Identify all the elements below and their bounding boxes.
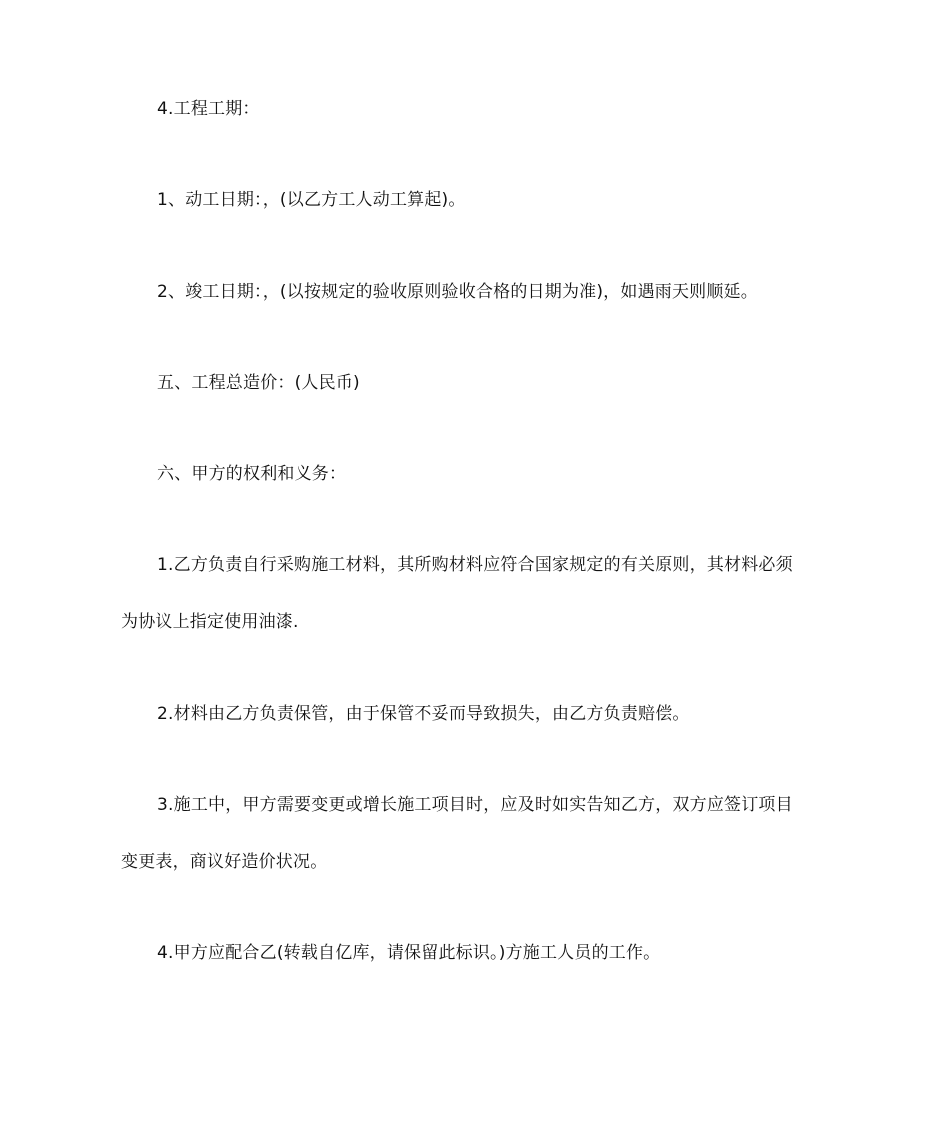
start-date-line: 1、动工日期：，(以乙方工人动工算起)。 — [157, 190, 466, 210]
section-5-total-cost: 五、工程总造价：(人民币) — [157, 373, 360, 393]
completion-date-line: 2、竣工日期：，(以按规定的验收原则验收合格的日期为准)，如遇雨天则顺延。 — [157, 282, 758, 302]
section-4-project-duration: 4.工程工期： — [157, 99, 260, 119]
clause-1-line-1: 1.乙方负责自行采购施工材料，其所购材料应符合国家规定的有关原则，其材料必须 — [157, 555, 793, 575]
clause-2: 2.材料由乙方负责保管，由于保管不妥而导致损失，由乙方负责赔偿。 — [157, 704, 690, 724]
clause-4: 4.甲方应配合乙(转载自亿库，请保留此标识。)方施工人员的工作。 — [157, 943, 661, 963]
clause-1-line-2: 为协议上指定使用油漆. — [121, 612, 299, 632]
clause-3-line-2: 变更表，商议好造价状况。 — [121, 852, 328, 872]
clause-3-line-1: 3.施工中，甲方需要变更或增长施工项目时，应及时如实告知乙方，双方应签订项目 — [157, 795, 793, 815]
section-6-party-a-rights: 六、甲方的权利和义务： — [157, 464, 347, 484]
